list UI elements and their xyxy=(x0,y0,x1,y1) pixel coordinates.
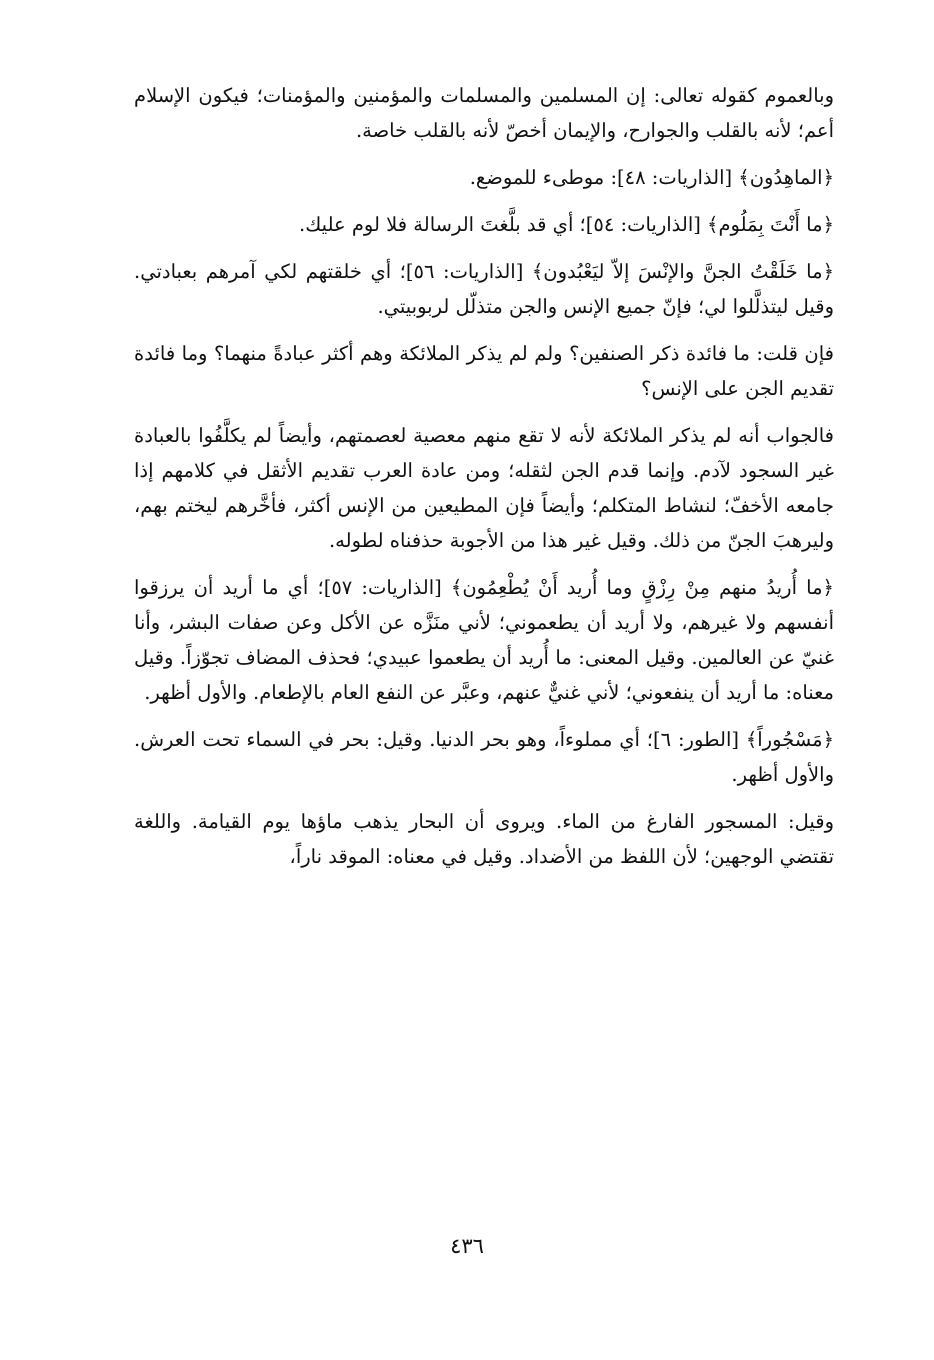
paragraph-2: ﴿الماهِدُون﴾ [الذاريات: ٤٨]: موطىء للموضع. xyxy=(469,166,834,189)
paragraph-4: ﴿ما خَلَقْتُ الجنَّ والإنْسَ إلاّ ليَعْبُدون﴾ [الذاريات: ٥٦]؛ أي خلقتهم لكي آمرهم بعبادتي. وقيل ليتذلَّلوا لي؛ فإنّ جميع الإنس والجن متذلّل لربوبيتي. xyxy=(134,260,834,318)
paragraph-3: ﴿ما أَنْتَ بِمَلُوم﴾ [الذاريات: ٥٤]؛ أي قد بلَّغتَ الرسالة فلا لوم عليك. xyxy=(299,213,834,236)
paragraph-5: فإن قلت: ما فائدة ذكر الصنفين؟ ولم لم يذكر الملائكة وهم أكثر عبادةً منهما؟ وما فائدة تقديم الجن على الإنس؟ xyxy=(134,342,834,400)
paragraph-6: فالجواب أنه لم يذكر الملائكة لأنه لا تقع منهم معصية لعصمتهم، وأيضاً لم يكلَّفُوا بالعبادة غير السجود لآدم. وإنما قدم الجن لثقله؛ ومن عادة العرب تقديم الأثقل في كلامهم إذا جامعه الأخفّ؛ لنشاط المتكلم؛ وأيضاً فإن المطيعين من الإنس أكثر، فأخَّرهم ليختم بهم، وليرهبَ الجنّ من ذلك. وقيل غير هذا من الأجوبة حذفناه لطوله. xyxy=(134,424,834,552)
paragraph-1: وبالعموم كقوله تعالى: إن المسلمين والمسلمات والمؤمنين والمؤمنات؛ فيكون الإسلام أعم؛ لأنه بالقلب والجوارح، والإيمان أخصّ لأنه بالقلب خاصة. xyxy=(134,84,834,142)
body-text xyxy=(134,78,834,886)
page-number: ٤٣٦ xyxy=(450,1234,484,1258)
paragraph-7: ﴿ما أُريدُ منهم مِنْ رِزْقٍ وما أُريد أَنْ يُطْعِمُون﴾ [الذاريات: ٥٧]؛ أي ما أريد أن يرزقوا أنفسهم ولا غيرهم، ولا أريد أن يطعموني؛ لأني منَزَّه عن الأكل وعن صفات البشر، وأنا غنيّ عن العالمين. وقيل المعنى: ما أُريد أن يطعموا عبيدي؛ فحذف المضاف تجوّزاً. وقيل معناه: ما أريد أن ينفعوني؛ لأني غنيٌّ عنهم، وعبَّر عن النفع العام بالإطعام. والأول أظهر. xyxy=(134,576,834,704)
paragraph-8: ﴿مَسْجُوراً﴾ [الطور: ٦]؛ أي مملوءاً، وهو بحر الدنيا. وقيل: بحر في السماء تحت العرش. والأول أظهر. xyxy=(134,728,835,786)
paragraph-9: وقيل: المسجور الفارغ من الماء. ويروى أن البحار يذهب ماؤها يوم القيامة. واللغة تقتضي الوجهين؛ لأن اللفظ من الأضداد. وقيل في معناه: الموقد ناراً، xyxy=(134,810,834,868)
